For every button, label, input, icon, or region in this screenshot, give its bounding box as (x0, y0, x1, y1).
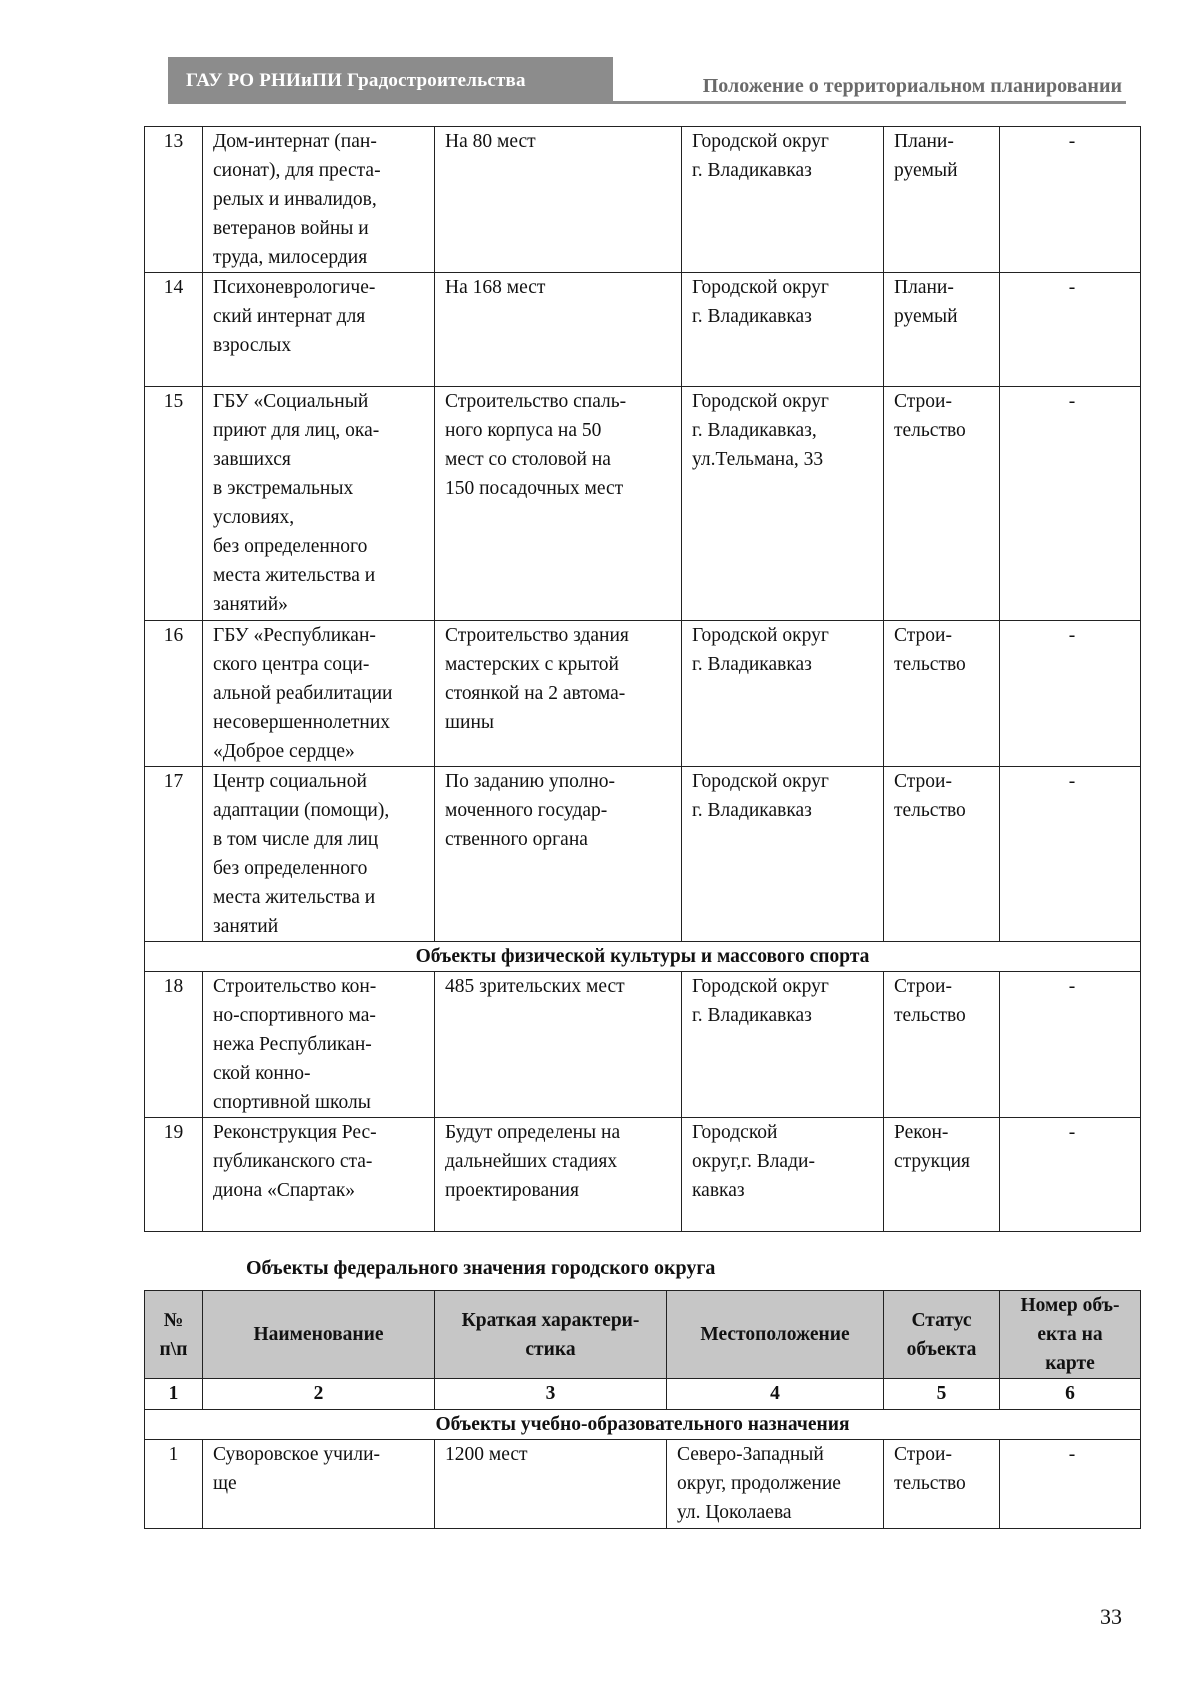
object-location-line: Северо-Западный (677, 1444, 824, 1465)
table-row (145, 972, 1141, 1118)
row-number: 13 (145, 127, 203, 273)
header-status (884, 1291, 1000, 1379)
object-description-line: ного корпуса на 50 (445, 420, 602, 441)
object-description-line: 150 посадочных мест (445, 478, 624, 499)
object-status-line: Строи- (894, 976, 952, 997)
object-name-line: Реконструкция Рес- (213, 1122, 377, 1143)
object-description (435, 767, 682, 942)
row-number: 19 (145, 1118, 203, 1232)
header-map-number (1000, 1291, 1141, 1379)
section-title-sport: Объекты физической культуры и массового спорта (145, 942, 1141, 972)
object-status-line: Плани- (894, 131, 954, 152)
header-line: п\п (159, 1338, 188, 1360)
object-location (682, 972, 884, 1118)
object-description-line: По заданию уполно- (445, 771, 616, 792)
object-name-line: диона «Спартак» (213, 1180, 356, 1201)
row-number: 17 (145, 767, 203, 942)
object-status-line: тельство (894, 1473, 966, 1494)
table-row (145, 273, 1141, 387)
object-name-line: в экстремальных (213, 478, 354, 499)
header-line: Номер объ- (1020, 1295, 1120, 1316)
object-status (884, 972, 1000, 1118)
column-index: 6 (1000, 1379, 1141, 1410)
column-index: 1 (145, 1379, 203, 1410)
object-description-line: 485 зрительских мест (445, 976, 625, 997)
object-description (435, 387, 682, 621)
row-number: 18 (145, 972, 203, 1118)
object-name-line: условиях, (213, 507, 295, 528)
table-row (145, 127, 1141, 273)
object-description-line: На 80 мест (445, 131, 536, 152)
object-location-line: г. Владикавказ (692, 800, 812, 821)
object-status-line: тельство (894, 420, 966, 441)
header-line: Местоположение (700, 1324, 850, 1345)
object-status-line: струкция (894, 1151, 970, 1172)
object-status-line: Строи- (894, 1444, 952, 1465)
object-description-line: мастерских с крытой (445, 654, 619, 675)
object-name (203, 1440, 435, 1529)
section-row (145, 1410, 1141, 1440)
object-location (682, 387, 884, 621)
object-status (884, 387, 1000, 621)
object-description (435, 1118, 682, 1232)
object-name-line: без определенного (213, 536, 368, 557)
object-status (884, 767, 1000, 942)
object-name-line: без определенного (213, 858, 368, 879)
object-name-line: ще (213, 1473, 237, 1494)
object-location-line: г. Владикавказ (692, 1005, 812, 1026)
object-name-line: ГБУ «Социальный (213, 391, 369, 412)
object-name-line: Строительство кон- (213, 976, 377, 997)
map-number: - (1000, 273, 1141, 387)
object-description (435, 972, 682, 1118)
object-status-line: руемый (894, 160, 958, 181)
object-description-line: Будут определены на (445, 1122, 621, 1143)
object-location-line: г. Владикавказ (692, 306, 812, 327)
column-index: 2 (203, 1379, 435, 1410)
object-description-line: мест со столовой на (445, 449, 611, 470)
object-description-line: шины (445, 712, 494, 733)
object-name-line: места жительства и (213, 887, 376, 908)
object-location-line: г. Владикавказ, (692, 420, 817, 441)
map-number: - (1000, 1118, 1141, 1232)
object-name-line: нежа Республикан- (213, 1034, 372, 1055)
object-status (884, 1118, 1000, 1232)
header-line: карте (1045, 1353, 1095, 1374)
object-status-line: тельство (894, 1005, 966, 1026)
object-location-line: ул. Цоколаева (677, 1502, 792, 1523)
column-index-row (145, 1379, 1141, 1410)
object-description (435, 273, 682, 387)
object-description-line: проектирования (445, 1180, 579, 1201)
header-organization: ГАУ РО РНИиПИ Градостроительства (168, 57, 613, 104)
header-line: Краткая характери- (461, 1309, 640, 1331)
header-line: № (163, 1309, 184, 1331)
object-location-line: Городской округ (692, 391, 829, 412)
row-number: 1 (145, 1440, 203, 1529)
map-number: - (1000, 972, 1141, 1118)
map-number: - (1000, 621, 1141, 767)
object-name-line: занятий (213, 916, 279, 937)
object-description-line: ственного органа (445, 829, 588, 850)
object-status (884, 621, 1000, 767)
table-row (145, 621, 1141, 767)
object-description-line: 1200 мест (445, 1444, 528, 1465)
object-name-line: но-спортивного ма- (213, 1005, 376, 1026)
column-index: 3 (435, 1379, 667, 1410)
header-line: объекта (906, 1338, 977, 1360)
object-description (435, 621, 682, 767)
header-description (435, 1291, 667, 1379)
header-line: Наименование (253, 1324, 384, 1345)
header-line: екта на (1037, 1324, 1103, 1345)
object-location (682, 621, 884, 767)
object-status-line: тельство (894, 800, 966, 821)
section-row (145, 942, 1141, 972)
object-location (682, 127, 884, 273)
object-status (884, 127, 1000, 273)
object-status-line: руемый (894, 306, 958, 327)
header-line: Статус (911, 1309, 972, 1331)
header-num (145, 1291, 203, 1379)
object-status-line: Строи- (894, 771, 952, 792)
object-status-line: Плани- (894, 277, 954, 298)
object-name-line: труда, милосердия (213, 247, 368, 268)
object-name-line: взрослых (213, 335, 292, 356)
federal-objects-caption: Объекты федерального значения городского округа (246, 1257, 716, 1279)
object-location-line: Городской округ (692, 131, 829, 152)
object-description-line: Строительство здания (445, 625, 629, 646)
object-location-line: г. Владикавказ (692, 654, 812, 675)
object-description-line: моченного государ- (445, 800, 608, 821)
map-number: - (1000, 1440, 1141, 1529)
object-name-line: ГБУ «Республикан- (213, 625, 376, 646)
object-name-line: приют для лиц, ока- (213, 420, 380, 441)
objects-table-federal (144, 1290, 1141, 1529)
object-name (203, 767, 435, 942)
table-row (145, 1118, 1141, 1232)
object-description (435, 1440, 667, 1529)
object-description-line: стоянкой на 2 автома- (445, 683, 626, 704)
object-name-line: ской конно- (213, 1063, 311, 1084)
object-name-line: ского центра соци- (213, 654, 370, 675)
object-status-line: тельство (894, 654, 966, 675)
object-location (682, 273, 884, 387)
object-name (203, 127, 435, 273)
header-document-title: Положение о территориальном планировании (613, 68, 1126, 104)
header-location (667, 1291, 884, 1379)
object-location-line: г. Владикавказ (692, 160, 812, 181)
row-number: 16 (145, 621, 203, 767)
object-name (203, 387, 435, 621)
object-description-line: Строительство спаль- (445, 391, 627, 412)
object-name-line: адаптации (помощи), (213, 800, 390, 821)
table-header-row (145, 1291, 1141, 1379)
object-name-line: Дом-интернат (пан- (213, 131, 377, 152)
object-description-line: дальнейших стадиях (445, 1151, 618, 1172)
object-name (203, 621, 435, 767)
object-location-line: Городской округ (692, 625, 829, 646)
object-name (203, 972, 435, 1118)
object-name-line: в том числе для лиц (213, 829, 379, 850)
object-name-line: спортивной школы (213, 1092, 371, 1113)
object-status-line: Строи- (894, 625, 952, 646)
object-name-line: ветеранов войны и (213, 218, 369, 239)
object-location (682, 767, 884, 942)
object-name (203, 273, 435, 387)
map-number: - (1000, 767, 1141, 942)
section-title-education: Объекты учебно-образовательного назначения (145, 1410, 1141, 1440)
object-name-line: сионат), для преста- (213, 160, 381, 181)
header-name (203, 1291, 435, 1379)
object-location-line: Городской округ (692, 976, 829, 997)
object-name-line: публиканского ста- (213, 1151, 373, 1172)
table-row (145, 767, 1141, 942)
object-location-line: округ, продолжение (677, 1473, 841, 1494)
column-index: 5 (884, 1379, 1000, 1410)
object-description (435, 127, 682, 273)
row-number: 14 (145, 273, 203, 387)
object-location-line: Городской (692, 1122, 778, 1143)
map-number: - (1000, 127, 1141, 273)
header-line: стика (525, 1338, 576, 1360)
object-name-line: Психоневрологиче- (213, 277, 376, 298)
object-name-line: занятий» (213, 594, 288, 615)
table-row (145, 1440, 1141, 1529)
object-status (884, 273, 1000, 387)
object-name (203, 1118, 435, 1232)
objects-table-regional (144, 126, 1141, 1232)
object-name-line: завшихся (213, 449, 291, 470)
object-location-line: Городской округ (692, 771, 829, 792)
object-location-line: кавказ (692, 1180, 745, 1201)
table-row (145, 387, 1141, 621)
object-status (884, 1440, 1000, 1529)
object-location (682, 1118, 884, 1232)
object-description-line: На 168 мест (445, 277, 546, 298)
column-index: 4 (667, 1379, 884, 1410)
object-name-line: Суворовское учили- (213, 1444, 380, 1465)
object-location-line: округ,г. Влади- (692, 1151, 815, 1172)
object-status-line: Рекон- (894, 1122, 949, 1143)
object-location (667, 1440, 884, 1529)
object-name-line: несовершеннолетних (213, 712, 391, 733)
map-number: - (1000, 387, 1141, 621)
object-name-line: альной реабилитации (213, 683, 393, 704)
object-status-line: Строи- (894, 391, 952, 412)
page-number: 33 (1100, 1604, 1122, 1629)
object-location-line: Городской округ (692, 277, 829, 298)
object-name-line: места жительства и (213, 565, 376, 586)
row-number: 15 (145, 387, 203, 621)
object-location-line: ул.Тельмана, 33 (692, 449, 824, 470)
object-name-line: ский интернат для (213, 306, 366, 327)
object-name-line: «Доброе сердце» (213, 741, 355, 762)
object-name-line: релых и инвалидов, (213, 189, 377, 210)
object-name-line: Центр социальной (213, 771, 367, 792)
